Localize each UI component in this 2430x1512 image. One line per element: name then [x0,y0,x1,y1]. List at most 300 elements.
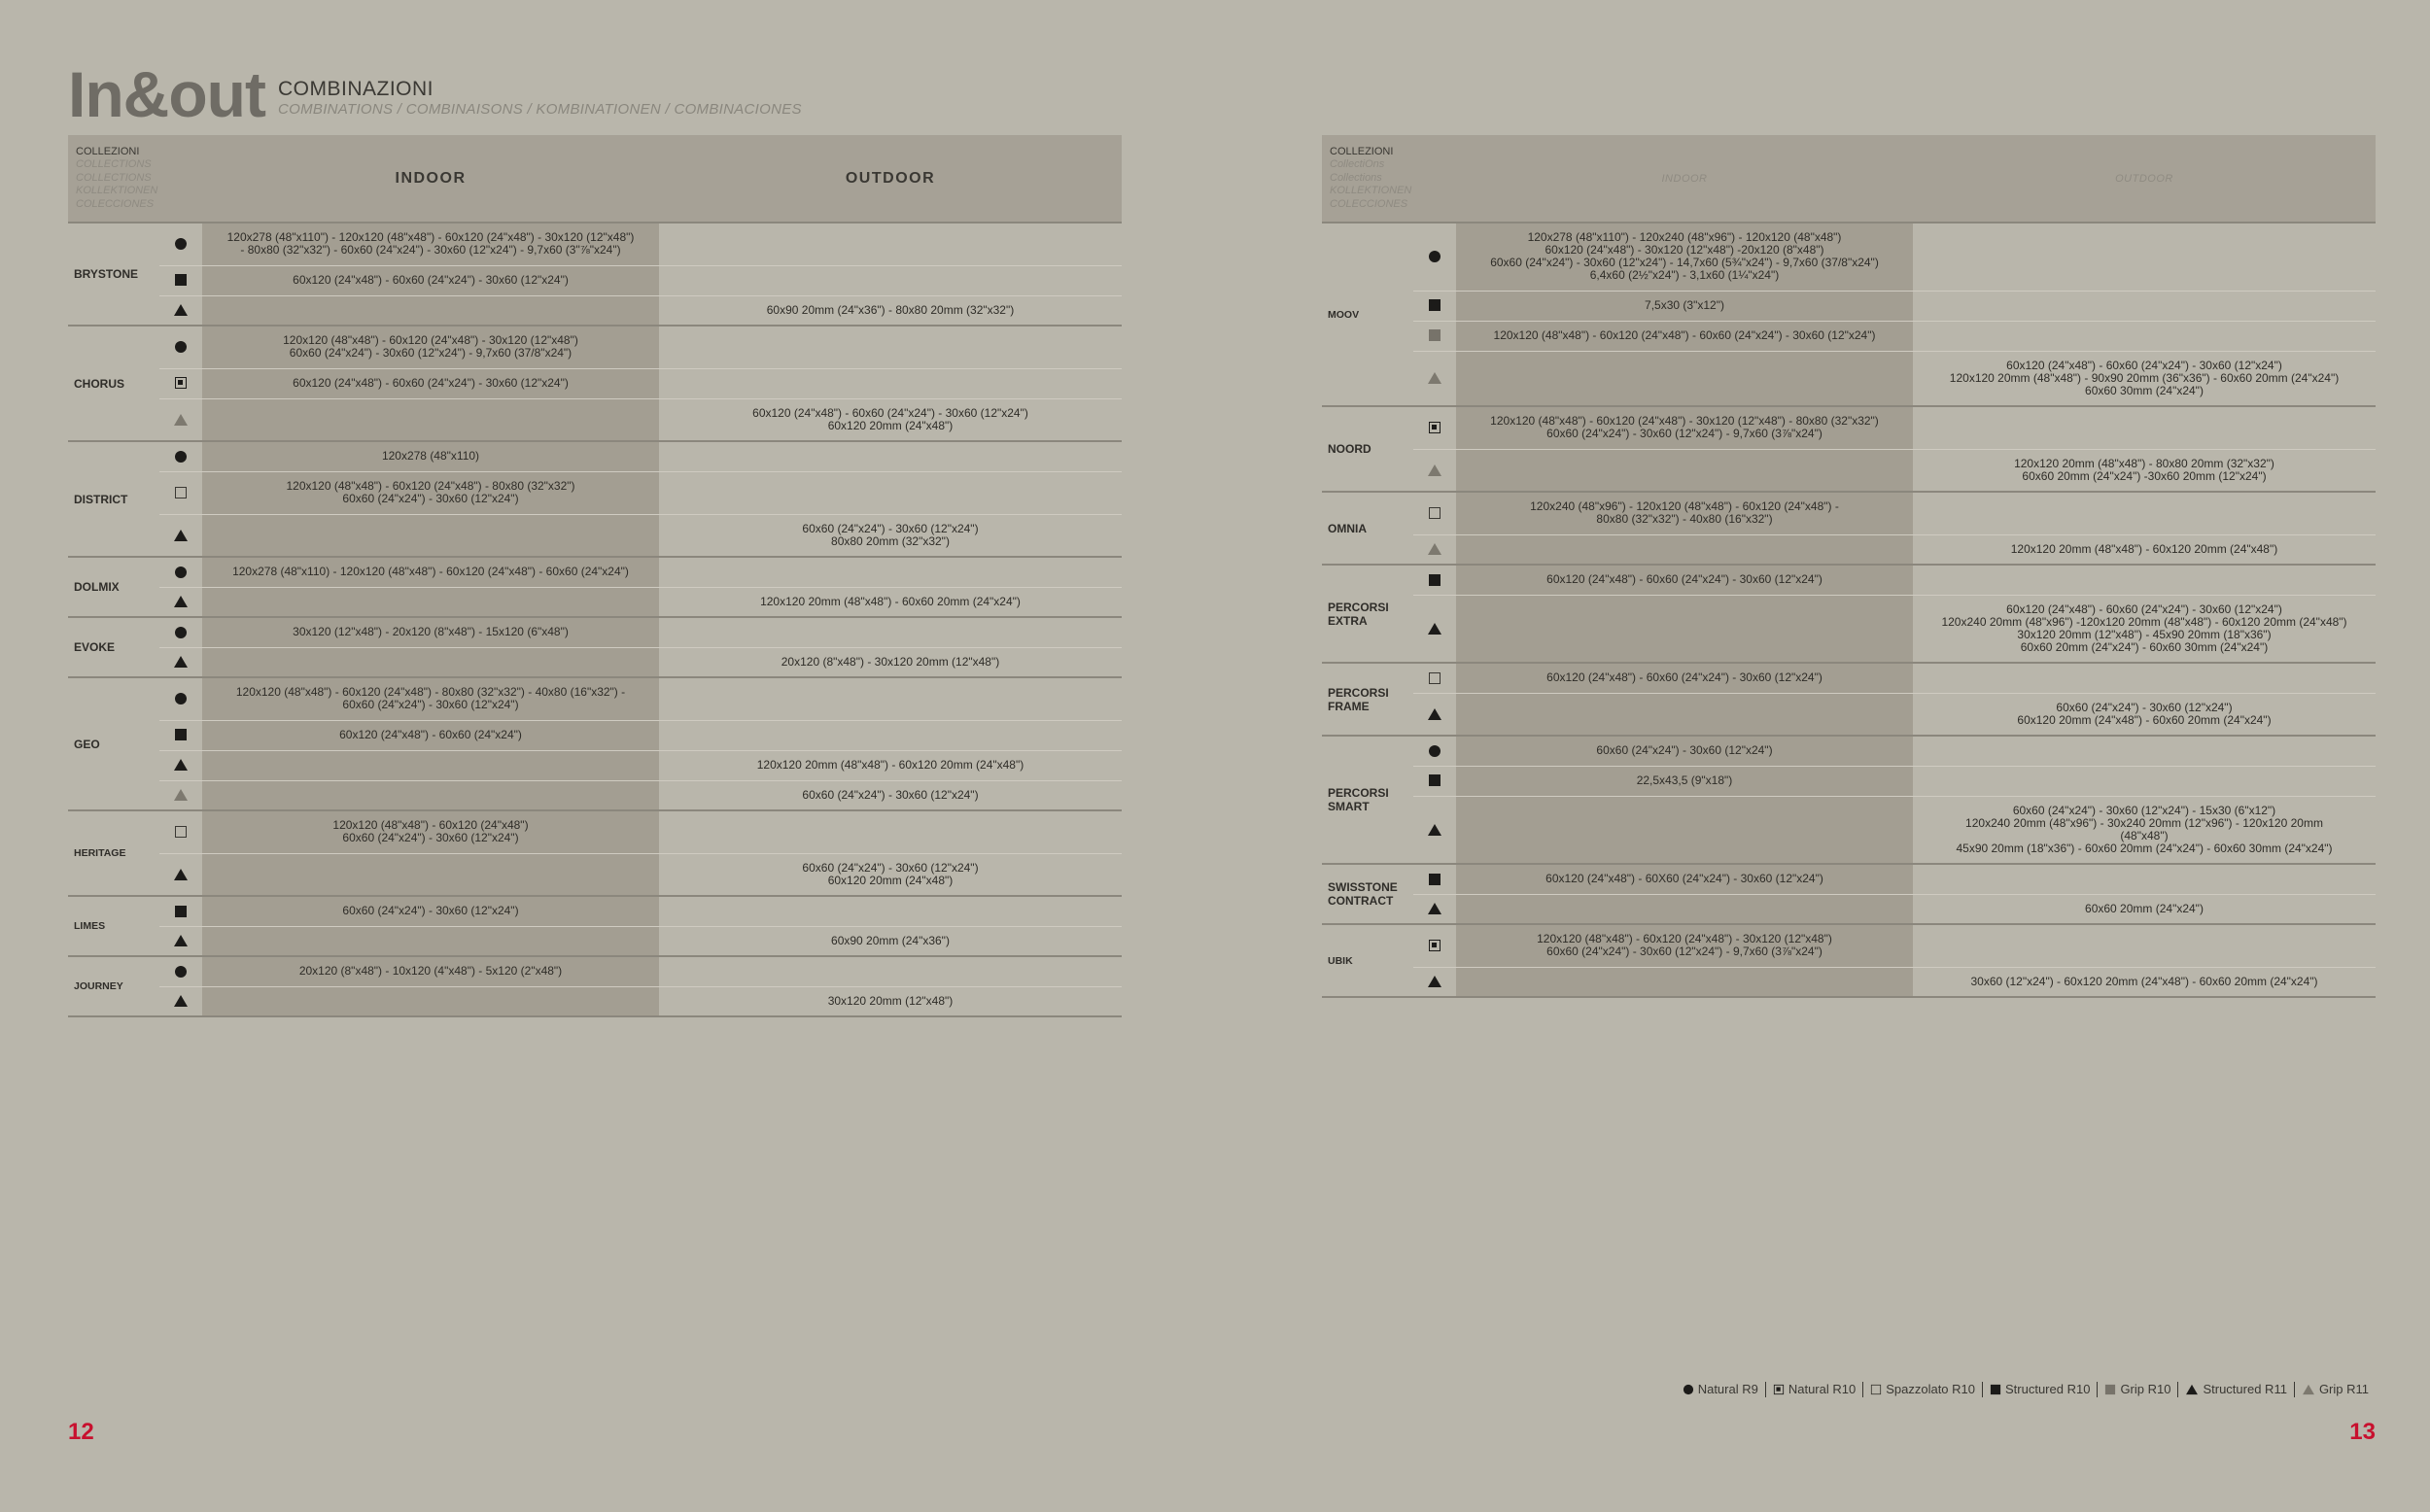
combinations-table-left [68,135,1122,1017]
collection-name [68,956,159,1016]
structured-r11-icon [1428,903,1441,914]
outdoor-sizes [659,557,1122,587]
grip-r11-icon [1428,464,1441,476]
finish-symbol [1413,766,1456,796]
collection-name [1322,736,1413,864]
collection-name-line: DISTRICT [74,492,128,506]
outdoor-sizes [659,441,1122,471]
legend-label: Structured R11 [2203,1382,2287,1396]
outdoor-sizes [659,926,1122,956]
structured-r10-icon [1991,1385,2000,1394]
finish-symbol [159,587,202,617]
collection-name-line: SWISSTONE [1328,880,1398,894]
legend-label: Grip R11 [2318,1382,2369,1396]
finish-symbol [1413,534,1456,565]
indoor-sizes [202,956,659,986]
outdoor-sizes [1913,894,2376,924]
indoor-sizes [202,617,659,647]
grip-r10-icon [1429,329,1441,341]
indoor-sizes-text: 120x120 (48"x48") - 60x120 (24"x48") - 30x120 (12"x48") - 80x80 (32"x32") 60x60 (24"x24") - 30x60 (12"x24") - 9,7x60 (3⅞"x24") [1490,414,1879,441]
outdoor-sizes [1913,766,2376,796]
indoor-sizes-text: 120x120 (48"x48") - 60x120 (24"x48") - 60x60 (24"x24") - 30x60 (12"x24") [1493,328,1876,342]
indoor-sizes-text: 22,5x43,5 (9"x18") [1636,773,1733,787]
indoor-header: INDOOR [1456,135,1913,223]
structured-r11-icon [1428,708,1441,720]
finish-symbol [159,677,202,720]
collection-name-line: UBIK [1328,954,1353,967]
structured-r11-icon [174,304,188,316]
page-number-right: 13 [2349,1419,2376,1445]
collections-header-line: COLLECTIONS [76,171,152,184]
outdoor-sizes [659,780,1122,810]
legend-item [1982,1382,2097,1397]
table-row [68,647,1122,677]
indoor-sizes [202,853,659,896]
structured-r11-icon [174,656,188,668]
legend-item [2294,1382,2376,1397]
finish-symbol [1413,449,1456,492]
finish-symbol [1413,894,1456,924]
collection-name [68,617,159,677]
collection-name [1322,864,1413,924]
collection-name-line: PERCORSI [1328,600,1389,614]
indoor-sizes-text: 120x240 (48"x96") - 120x120 (48"x48") - 60x120 (24"x48") - 80x80 (32"x32") - 40x80 (16"x32") [1530,499,1839,527]
indoor-sizes [202,677,659,720]
table-row [68,514,1122,557]
outdoor-sizes-text: 60x60 (24"x24") - 30x60 (12"x24") - 15x30 (6"x12") 120x240 20mm (48"x96") - 30x240 20mm (12"x96") - 120x120 20mm (48"x48") 45x90 20mm (18"x36") - 60x60 20mm (24"x24") - 60x60 30mm (24"x24") [1956,803,2333,855]
outdoor-sizes-text: 60x60 (24"x24") - 30x60 (12"x24") [802,787,979,802]
collection-name-line: HERITAGE [74,847,126,859]
table-row [68,398,1122,441]
collection-name-line: NOORD [1328,442,1371,456]
finish-legend [1676,1382,2376,1397]
outdoor-header: OUTDOOR [659,135,1122,223]
outdoor-sizes [659,647,1122,677]
finish-symbol [159,441,202,471]
outdoor-sizes [1913,796,2376,864]
collection-name-line: JOURNEY [74,980,123,992]
indoor-sizes-text: 30x120 (12"x48") - 20x120 (8"x48") - 15x120 (6"x48") [293,625,569,639]
grip-r11-icon [2303,1385,2314,1394]
outdoor-sizes [1913,291,2376,321]
natural-r9-icon [175,627,187,638]
table-row [68,896,1122,926]
outdoor-sizes [1913,321,2376,351]
natural-r10-icon [175,377,187,389]
collection-name [1322,492,1413,565]
table-row [68,677,1122,720]
finish-symbol [159,926,202,956]
table-row [1322,693,2376,736]
outdoor-sizes [659,677,1122,720]
structured-r10-icon [1429,774,1441,786]
brand-logo: In&out [68,58,265,130]
indoor-sizes [1456,534,1913,565]
collections-header-main: COLLEZIONI [76,145,140,157]
finish-symbol [1413,223,1456,291]
indoor-sizes-text: 20x120 (8"x48") - 10x120 (4"x48") - 5x120 (2"x48") [298,964,563,979]
collections-header-line: COLLECTIONS [76,158,152,171]
indoor-sizes [1456,291,1913,321]
outdoor-sizes [659,295,1122,326]
natural-r10-icon [1429,940,1441,951]
structured-r11-icon [1428,623,1441,635]
grip-r11-icon [1428,543,1441,555]
outdoor-sizes [659,587,1122,617]
spazzolato-r10-icon [175,826,187,838]
outdoor-sizes [1913,223,2376,291]
finish-symbol [159,265,202,295]
outdoor-sizes [1913,449,2376,492]
table-row [68,557,1122,587]
collection-name-line: CHORUS [74,376,125,391]
finish-symbol [1413,565,1456,595]
outdoor-sizes-text: 60x60 (24"x24") - 30x60 (12"x24") 60x120 20mm (24"x48") - 60x60 20mm (24"x24") [2017,700,2272,727]
table-row [1322,534,2376,565]
collection-name [1322,565,1413,663]
outdoor-sizes [659,514,1122,557]
symbol-header [159,135,202,223]
collection-name [68,896,159,956]
page-subtitle: COMBINATIONS / COMBINAISONS / KOMBINATIONEN / COMBINACIONES [278,101,802,118]
collection-name [1322,406,1413,492]
indoor-sizes [202,295,659,326]
indoor-sizes [1456,663,1913,693]
outdoor-sizes-text: 60x60 (24"x24") - 30x60 (12"x24") 80x80 20mm (32"x32") [802,521,979,548]
indoor-sizes [1456,796,1913,864]
outdoor-sizes [659,223,1122,265]
outdoor-sizes [659,720,1122,750]
finish-symbol [1413,864,1456,894]
indoor-sizes [202,265,659,295]
outdoor-sizes [1913,663,2376,693]
grip-r10-icon [2105,1385,2115,1394]
indoor-sizes-text: 120x120 (48"x48") - 60x120 (24"x48") 60x60 (24"x24") - 30x60 (12"x24") [332,818,529,845]
natural-r9-icon [1684,1385,1693,1394]
indoor-sizes [1456,766,1913,796]
outdoor-sizes-text: 60x60 20mm (24"x24") [2085,901,2204,915]
legend-item [1862,1382,1982,1397]
finish-symbol [159,720,202,750]
outdoor-sizes [659,398,1122,441]
outdoor-sizes [659,326,1122,368]
structured-r11-icon [2187,1385,2199,1394]
legend-label: Natural R10 [1788,1382,1857,1396]
structured-r11-icon [174,596,188,607]
collection-name-line: PERCORSI [1328,685,1389,700]
indoor-sizes [202,514,659,557]
outdoor-sizes-text: 120x120 20mm (48"x48") - 60x60 20mm (24"x24") [760,594,1021,608]
legend-label: Spazzolato R10 [1886,1382,1975,1396]
outdoor-sizes [659,265,1122,295]
finish-symbol [159,514,202,557]
structured-r10-icon [175,729,187,740]
structured-r10-icon [175,906,187,917]
spazzolato-r10-icon [1429,507,1441,519]
outdoor-sizes [659,956,1122,986]
legend-item [1676,1382,1765,1397]
finish-symbol [1413,595,1456,663]
table-row [1322,595,2376,663]
spazzolato-r10-icon [1429,672,1441,684]
finish-symbol [159,780,202,810]
table-row [1322,223,2376,291]
outdoor-sizes [1913,693,2376,736]
finish-symbol [159,853,202,896]
outdoor-sizes [659,750,1122,780]
outdoor-sizes-text: 120x120 20mm (48"x48") - 60x120 20mm (24"x48") [2010,541,2278,556]
table-row [68,810,1122,853]
structured-r10-icon [1429,574,1441,586]
outdoor-sizes [659,368,1122,398]
table-row [68,368,1122,398]
indoor-sizes [202,398,659,441]
table-row [1322,736,2376,766]
collections-header-line: COLECCIONES [76,197,155,210]
table-row [1322,291,2376,321]
indoor-sizes-text: 60x120 (24"x48") - 60x60 (24"x24") - 30x60 (12"x24") [293,273,569,287]
finish-symbol [159,471,202,514]
indoor-sizes [1456,565,1913,595]
indoor-header: INDOOR [202,135,659,223]
finish-symbol [1413,321,1456,351]
collection-name-line: SMART [1328,800,1370,813]
outdoor-sizes [1913,351,2376,406]
indoor-sizes [1456,406,1913,449]
finish-symbol [1413,351,1456,406]
outdoor-sizes-text: 60x60 (24"x24") - 30x60 (12"x24") 60x120 20mm (24"x48") [802,860,979,887]
finish-symbol [159,617,202,647]
outdoor-sizes-text: 60x90 20mm (24"x36") [831,933,950,947]
indoor-sizes [1456,321,1913,351]
finish-symbol [159,557,202,587]
indoor-sizes [1456,449,1913,492]
indoor-sizes [202,986,659,1016]
table-row [1322,864,2376,894]
table-row [68,617,1122,647]
indoor-sizes-text: 60x60 (24"x24") - 30x60 (12"x24") [1596,743,1773,758]
natural-r9-icon [175,567,187,578]
indoor-sizes-text: 60x120 (24"x48") - 60x60 (24"x24") - 30x60 (12"x24") [293,376,569,390]
natural-r9-icon [1429,251,1441,262]
outdoor-sizes [1913,534,2376,565]
structured-r11-icon [174,759,188,771]
table-row [1322,321,2376,351]
outdoor-sizes-text: 120x120 20mm (48"x48") - 60x120 20mm (24"x48") [756,758,1024,772]
outdoor-sizes [659,617,1122,647]
collection-name [68,677,159,810]
finish-symbol [159,398,202,441]
table-row [68,587,1122,617]
natural-r9-icon [1429,745,1441,757]
symbol-header [1413,135,1456,223]
table-row [1322,663,2376,693]
collections-header-line: COLECCIONES [1330,197,1408,210]
structured-r11-icon [1428,824,1441,836]
outdoor-sizes-text: 60x120 (24"x48") - 60x60 (24"x24") - 30x60 (12"x24") 120x240 20mm (48"x96") -120x120 20mm (48"x48") - 60x120 20mm (24"x48") 30x120 20mm (12"x48") - 45x90 20mm (18"x36") 60x60 20mm (24"x24") - 60x60 30mm (24"x24") [1941,601,2347,654]
finish-symbol [1413,924,1456,967]
spazzolato-r10-icon [1871,1385,1881,1394]
structured-r11-icon [174,869,188,880]
indoor-sizes-text: 120x120 (48"x48") - 60x120 (24"x48") - 30x120 (12"x48") 60x60 (24"x24") - 30x60 (12"x24") - 9,7x60 (37/8"x24") [283,333,578,361]
collections-header [1322,135,1413,223]
legend-item [2097,1382,2177,1397]
collection-name [1322,223,1413,406]
outdoor-sizes [1913,565,2376,595]
table-row [1322,492,2376,534]
collection-name-line: FRAME [1328,699,1370,713]
page-title: COMBINAZIONI [278,78,434,100]
natural-r9-icon [175,966,187,978]
legend-label: Natural R9 [1697,1382,1758,1396]
structured-r10-icon [1429,299,1441,311]
indoor-sizes-text: 60x120 (24"x48") - 60x60 (24"x24") - 30x60 (12"x24") [1546,670,1822,685]
structured-r11-icon [174,995,188,1007]
table-row [68,471,1122,514]
legend-item [2177,1382,2293,1397]
indoor-sizes-text: 120x120 (48"x48") - 60x120 (24"x48") - 80x80 (32"x32") - 40x80 (16"x32") - 60x60 (24"x24") - 30x60 (12"x24") [235,685,626,712]
indoor-sizes [1456,864,1913,894]
natural-r10-icon [1774,1385,1784,1394]
indoor-sizes [202,926,659,956]
table-row [1322,449,2376,492]
collection-name [1322,663,1413,736]
indoor-sizes-text: 60x120 (24"x48") - 60x60 (24"x24") [339,728,522,741]
table-row [68,441,1122,471]
grip-r11-icon [1428,372,1441,384]
collection-name [68,441,159,557]
legend-label: Grip R10 [2120,1382,2171,1396]
outdoor-sizes [1913,967,2376,997]
table-row [1322,351,2376,406]
table-row [68,956,1122,986]
table-row [1322,565,2376,595]
outdoor-sizes-text: 30x120 20mm (12"x48") [827,993,954,1008]
outdoor-sizes [1913,924,2376,967]
collection-name [68,326,159,441]
finish-symbol [1413,693,1456,736]
table-row [68,720,1122,750]
finish-symbol [1413,736,1456,766]
collections-header-line: CollectiOns [1330,158,1385,171]
outdoor-sizes-text: 30x60 (12"x24") - 60x120 20mm (24"x48") - 60x60 20mm (24"x24") [1970,974,2318,988]
grip-r11-icon [174,414,188,426]
table-row [1322,894,2376,924]
table-row [68,265,1122,295]
table-row [68,295,1122,326]
indoor-sizes [202,326,659,368]
collections-header-line: KOLLEKTIONEN [76,185,158,197]
indoor-sizes-text: 120x120 (48"x48") - 60x120 (24"x48") - 30x120 (12"x48") 60x60 (24"x24") - 30x60 (12"x24") - 9,7x60 (3⅞"x24") [1537,932,1832,959]
outdoor-sizes [659,810,1122,853]
indoor-sizes [1456,595,1913,663]
finish-symbol [1413,492,1456,534]
indoor-sizes-text: 120x278 (48"x110") - 120x120 (48"x48") - 60x120 (24"x48") - 30x120 (12"x48") - 80x80 (32"x32") - 60x60 (24"x24") - 30x60 (12"x24") - 9,7x60 (3"⅞"x24") [226,230,635,258]
indoor-sizes [202,780,659,810]
outdoor-sizes [1913,492,2376,534]
collection-name-line: LIMES [74,920,106,932]
finish-symbol [1413,291,1456,321]
table-row [68,986,1122,1016]
combinations-table-right [1322,135,2376,998]
table-row [68,223,1122,265]
collection-name-line: BRYSTONE [74,267,139,281]
finish-symbol [1413,796,1456,864]
table-row [1322,796,2376,864]
grip-r11-icon [174,789,188,801]
indoor-sizes [202,810,659,853]
indoor-sizes [1456,492,1913,534]
indoor-sizes-text: 120x278 (48"x110) [381,449,480,464]
structured-r10-icon [175,274,187,286]
table-row [68,853,1122,896]
table-row [68,926,1122,956]
legend-item [1765,1382,1862,1397]
table-row [68,780,1122,810]
collection-name [1322,924,1413,997]
spazzolato-r10-icon [175,487,187,498]
finish-symbol [159,986,202,1016]
indoor-sizes [202,557,659,587]
natural-r10-icon [1429,422,1441,433]
legend-label: Structured R10 [2005,1382,2091,1396]
indoor-sizes [1456,223,1913,291]
collection-name-line: CONTRACT [1328,894,1394,908]
table-row [1322,406,2376,449]
collection-name [68,557,159,617]
outdoor-sizes-text: 60x90 20mm (24"x36") - 80x80 20mm (32"x32") [766,302,1015,317]
collections-header-line: Collections [1330,171,1382,184]
collection-name [68,223,159,326]
collection-name-line: DOLMIX [74,580,120,594]
table-row [1322,967,2376,997]
outdoor-sizes-text: 60x120 (24"x48") - 60x60 (24"x24") - 30x60 (12"x24") 60x120 20mm (24"x48") [752,405,1028,432]
indoor-sizes [202,896,659,926]
indoor-sizes [1456,351,1913,406]
finish-symbol [1413,663,1456,693]
collections-header [68,135,159,223]
finish-symbol [1413,967,1456,997]
page-number-left: 12 [68,1419,94,1445]
outdoor-sizes [1913,864,2376,894]
indoor-sizes [1456,693,1913,736]
collection-name-line: MOOV [1328,308,1360,321]
indoor-sizes-text: 120x278 (48"x110) - 120x120 (48"x48") - 60x120 (24"x48") - 60x60 (24"x24") [232,565,629,579]
outdoor-sizes-text: 60x120 (24"x48") - 60x60 (24"x24") - 30x60 (12"x24") 120x120 20mm (48"x48") - 90x90 20mm (36"x36") - 60x60 20mm (24"x24") 60x60 30mm (24"x24") [1949,358,2340,397]
table-row [1322,924,2376,967]
indoor-sizes [1456,736,1913,766]
indoor-sizes [202,471,659,514]
structured-r11-icon [174,530,188,541]
table-row [1322,766,2376,796]
collection-name-line: EXTRA [1328,613,1368,628]
indoor-sizes [1456,967,1913,997]
outdoor-header: OUTDOOR [1913,135,2376,223]
indoor-sizes-text: 120x120 (48"x48") - 60x120 (24"x48") - 80x80 (32"x32") 60x60 (24"x24") - 30x60 (12"x24") [286,479,575,505]
finish-symbol [159,956,202,986]
indoor-sizes [1456,894,1913,924]
collection-name [68,810,159,896]
collections-header-main: COLLEZIONI [1330,145,1394,157]
outdoor-sizes [659,986,1122,1016]
outdoor-sizes [1913,736,2376,766]
collection-name-line: OMNIA [1328,521,1367,535]
finish-symbol [1413,406,1456,449]
structured-r11-icon [1428,976,1441,987]
natural-r9-icon [175,693,187,704]
collections-header-line: KOLLEKTIONEN [1330,185,1412,197]
finish-symbol [159,223,202,265]
